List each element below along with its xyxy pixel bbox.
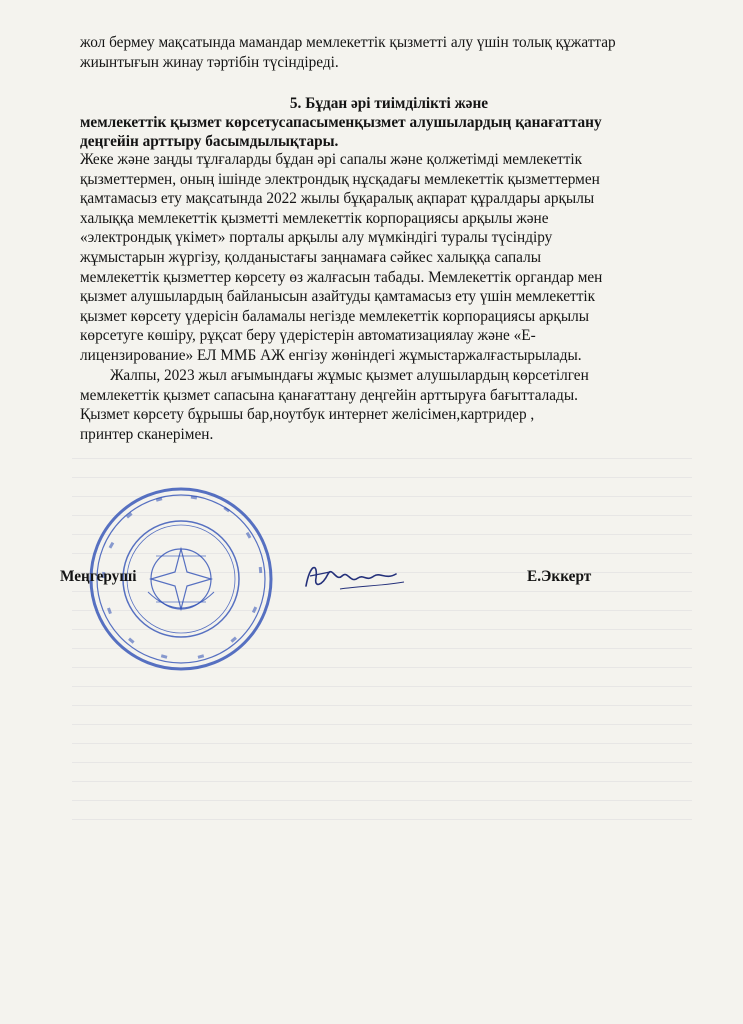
handwritten-signature-icon [300,556,410,596]
intro-line: жол бермеу мақсатында мамандар мемлекеттік қызметті алу үшін толық құжаттар [80,34,616,51]
intro-line: жиынтығын жинау тәртібін түсіндіреді. [80,53,339,71]
body-line: мемлекеттік қызмет сапасына қанағаттану деңгейін арттыруға бағытталады. [80,386,578,404]
body-paragraph-1 [80,150,670,366]
position-label: Меңгеруші [60,568,137,585]
body-line: Қызмет көрсету бұрышы бар,ноутбук интернет желісімен,картридер , [80,406,535,424]
body-line: принтер сканерімен. [80,425,214,443]
body-line: лицензирование» ЕЛ ММБ АЖ енгізу жөніндегі жұмыстаржалғастырылады. [80,346,582,364]
body-line: мемлекеттік қызметтер көрсету өз жалғасын табады. Мемлекеттік органдар мен [80,268,603,286]
body-line: «электрондық үкімет» порталы арқылы алу мүмкіндігі туралы түсіндіру [80,229,553,247]
body-line: Жалпы, 2023 жыл ағымындағы жұмыс қызмет алушылардың көрсетілген [110,367,589,384]
signatory-name: Е.Эккерт [527,568,592,585]
section-number-title: 5. Бұдан әрі тиімділікті және [289,95,489,112]
body-line: қызметтермен, оның ішінде электрондық нұсқадағы мемлекеттік қызметтермен [80,170,600,188]
body-line: Жеке және заңды тұлғаларды бұдан әрі сапалы және қолжетімді мемлекеттік [80,151,583,168]
body-line: жұмыстарын жүргізу, қолданыстағы заңнамаға сәйкес халыққа сапалы [80,248,542,266]
body-paragraph-2 [80,366,670,444]
body-line: халыққа мемлекеттік қызметті мемлекеттік корпорациясы арқылы және [80,209,549,227]
body-line: қызмет алушылардың байланысын азайтуды қамтамасыз ету үшін мемлекеттік [80,288,596,306]
section-title-line: деңгейін арттыру басымдылықтары. [80,133,339,150]
section-heading [80,94,670,151]
body-line: қызмет көрсету үдерісін баламалы негізде мемлекеттік корпорациясы арқылы [80,307,590,325]
intro-paragraph [80,33,670,72]
body-line: көрсетуге көшіру, рұқсат беру үдерістерін автоматизациялау және «Е- [80,327,536,345]
section-title-line: мемлекеттік қызмет көрсетусапасыменқызмет алушылардың қанағаттану [80,114,602,131]
body-line: қамтамасыз ету мақсатында 2022 жылы бұқаралық ақпарат құралдары арқылы [80,190,595,208]
